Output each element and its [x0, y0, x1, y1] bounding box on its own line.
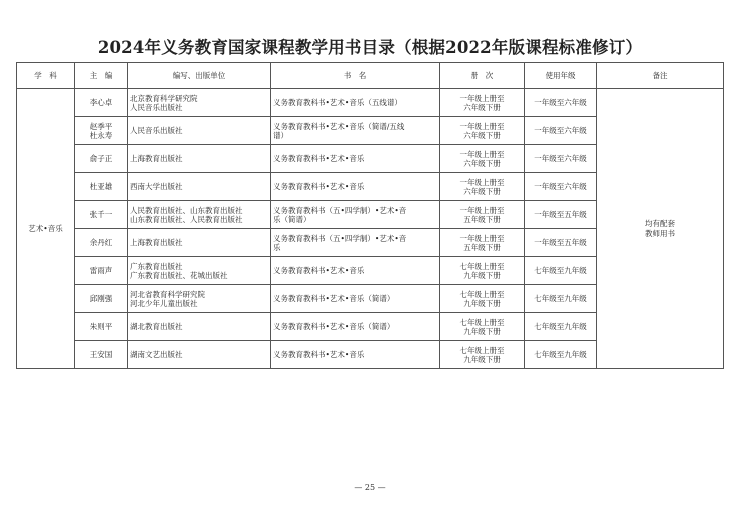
grade-cell: 七年级至九年级	[525, 285, 597, 313]
cell-line: 六年级下册	[463, 158, 501, 168]
header-row	[17, 63, 724, 89]
cell-line: 余丹红	[89, 238, 113, 247]
publisher-cell	[128, 173, 271, 201]
grade-cell: 一年级至六年级	[525, 117, 597, 145]
cell-line: 山东教育出版社、人民教育出版社	[130, 214, 243, 224]
cell-line: 张千一	[89, 210, 113, 219]
volume-cell	[440, 89, 525, 117]
header-volume: 册 次	[440, 63, 525, 89]
cell-line: 九年级下册	[463, 270, 501, 280]
textbook-catalog-table	[16, 62, 724, 369]
book-cell	[271, 117, 440, 145]
cell-line: 赵季平	[89, 121, 113, 131]
editor-cell	[75, 145, 128, 173]
publisher-cell	[128, 341, 271, 369]
publisher-cell	[128, 257, 271, 285]
cell-line: 义务教育教科书•艺术•音乐	[273, 154, 365, 163]
cell-line: 九年级下册	[463, 326, 501, 336]
publisher-cell	[128, 313, 271, 341]
book-cell	[271, 89, 440, 117]
cell-line: 义务教育教科书•艺术•音乐	[273, 182, 365, 191]
cell-line: 广东教育出版社、花城出版社	[130, 270, 228, 280]
cell-line: 乐（简谱）	[273, 214, 311, 224]
subject-cell: 艺术•音乐	[17, 89, 75, 369]
cell-line: 九年级下册	[463, 354, 501, 364]
volume-cell	[440, 257, 525, 285]
cell-line: 七年级上册至	[459, 261, 505, 271]
grade-cell: 七年级至九年级	[525, 313, 597, 341]
cell-line: 义务教育教科书•艺术•音乐	[273, 266, 365, 275]
volume-cell	[440, 201, 525, 229]
cell-line: 朱则平	[89, 322, 113, 331]
book-cell	[271, 341, 440, 369]
cell-line: 一年级上册至	[459, 205, 505, 215]
cell-line: 义务教育教科书•艺术•音乐（简谱/五线	[273, 121, 405, 131]
book-cell	[271, 173, 440, 201]
cell-line: 西南大学出版社	[130, 182, 183, 191]
header-publisher: 编写、出版单位	[128, 63, 271, 89]
book-cell	[271, 145, 440, 173]
cell-line: 义务教育教科书•艺术•音乐（五线谱）	[273, 98, 402, 107]
volume-cell	[440, 229, 525, 257]
header-grade: 使用年级	[525, 63, 597, 89]
table-row	[17, 89, 724, 117]
cell-line: 邱刚强	[89, 294, 113, 303]
cell-line: 义务教育教科书•艺术•音乐	[273, 350, 365, 359]
cell-line: 一年级上册至	[459, 233, 505, 243]
grade-cell: 一年级至六年级	[525, 173, 597, 201]
grade-cell: 一年级至六年级	[525, 89, 597, 117]
cell-line: 义务教育教科书•艺术•音乐（简谱）	[273, 322, 395, 331]
table-body	[17, 89, 724, 369]
volume-cell	[440, 117, 525, 145]
cell-line: 七年级上册至	[459, 345, 505, 355]
grade-cell: 一年级至五年级	[525, 229, 597, 257]
header-editor: 主 编	[75, 63, 128, 89]
editor-cell	[75, 117, 128, 145]
editor-cell	[75, 341, 128, 369]
publisher-cell	[128, 145, 271, 173]
book-cell	[271, 285, 440, 313]
cell-line: 上海教育出版社	[130, 238, 183, 247]
cell-line: 北京教育科学研究院	[130, 93, 198, 103]
cell-line: 湖南文艺出版社	[130, 350, 183, 359]
cell-line: 湖北教育出版社	[130, 322, 183, 331]
cell-line: 人民音乐出版社	[130, 126, 183, 135]
cell-line: 广东教育出版社	[130, 261, 183, 271]
cell-line: 五年级下册	[463, 214, 501, 224]
book-cell	[271, 313, 440, 341]
cell-line: 乐	[273, 242, 281, 252]
editor-cell	[75, 89, 128, 117]
cell-line: 上海教育出版社	[130, 154, 183, 163]
cell-line: 杜永寿	[89, 130, 113, 140]
note-text: 均有配套教师用书	[645, 218, 675, 238]
cell-line: 谱）	[273, 130, 288, 140]
cell-line: 河北少年儿童出版社	[130, 298, 198, 308]
editor-cell	[75, 173, 128, 201]
volume-cell	[440, 341, 525, 369]
cell-line: 六年级下册	[463, 102, 501, 112]
cell-line: 六年级下册	[463, 130, 501, 140]
volume-cell	[440, 313, 525, 341]
cell-line: 义务教育教科书（五•四学制）•艺术•音	[273, 233, 407, 243]
header-book: 书 名	[271, 63, 440, 89]
publisher-cell	[128, 229, 271, 257]
cell-line: 九年级下册	[463, 298, 501, 308]
cell-line: 义务教育教科书（五•四学制）•艺术•音	[273, 205, 407, 215]
volume-cell	[440, 173, 525, 201]
cell-line: 义务教育教科书•艺术•音乐（简谱）	[273, 294, 395, 303]
cell-line: 一年级上册至	[459, 93, 505, 103]
volume-cell	[440, 145, 525, 173]
publisher-cell	[128, 117, 271, 145]
page-number: — 25 —	[354, 483, 386, 492]
note-cell	[597, 89, 724, 369]
book-cell	[271, 229, 440, 257]
cell-line: 一年级上册至	[459, 177, 505, 187]
grade-cell: 一年级至五年级	[525, 201, 597, 229]
cell-line: 河北省教育科学研究院	[130, 289, 205, 299]
book-cell	[271, 201, 440, 229]
publisher-cell	[128, 89, 271, 117]
cell-line: 六年级下册	[463, 186, 501, 196]
cell-line: 五年级下册	[463, 242, 501, 252]
cell-line: 七年级上册至	[459, 317, 505, 327]
editor-cell	[75, 285, 128, 313]
cell-line: 一年级上册至	[459, 121, 505, 131]
grade-cell: 七年级至九年级	[525, 341, 597, 369]
header-subject: 学 科	[17, 63, 75, 89]
publisher-cell	[128, 285, 271, 313]
header-note: 备注	[597, 63, 724, 89]
cell-line: 俞子正	[89, 154, 113, 163]
editor-cell	[75, 257, 128, 285]
cell-line: 七年级上册至	[459, 289, 505, 299]
editor-cell	[75, 201, 128, 229]
grade-cell: 七年级至九年级	[525, 257, 597, 285]
cell-line: 人民教育出版社、山东教育出版社	[130, 205, 243, 215]
cell-line: 人民音乐出版社	[130, 102, 183, 112]
cell-line: 雷雨声	[89, 266, 113, 275]
grade-cell: 一年级至六年级	[525, 145, 597, 173]
page-title: 2024年义务教育国家课程教学用书目录（根据2022年版课程标准修订）	[97, 38, 643, 57]
publisher-cell	[128, 201, 271, 229]
editor-cell	[75, 313, 128, 341]
cell-line: 王安国	[89, 350, 113, 359]
volume-cell	[440, 285, 525, 313]
cell-line: 杜亚雄	[89, 182, 113, 191]
editor-cell	[75, 229, 128, 257]
book-cell	[271, 257, 440, 285]
cell-line: 李心卓	[89, 98, 113, 107]
cell-line: 一年级上册至	[459, 149, 505, 159]
